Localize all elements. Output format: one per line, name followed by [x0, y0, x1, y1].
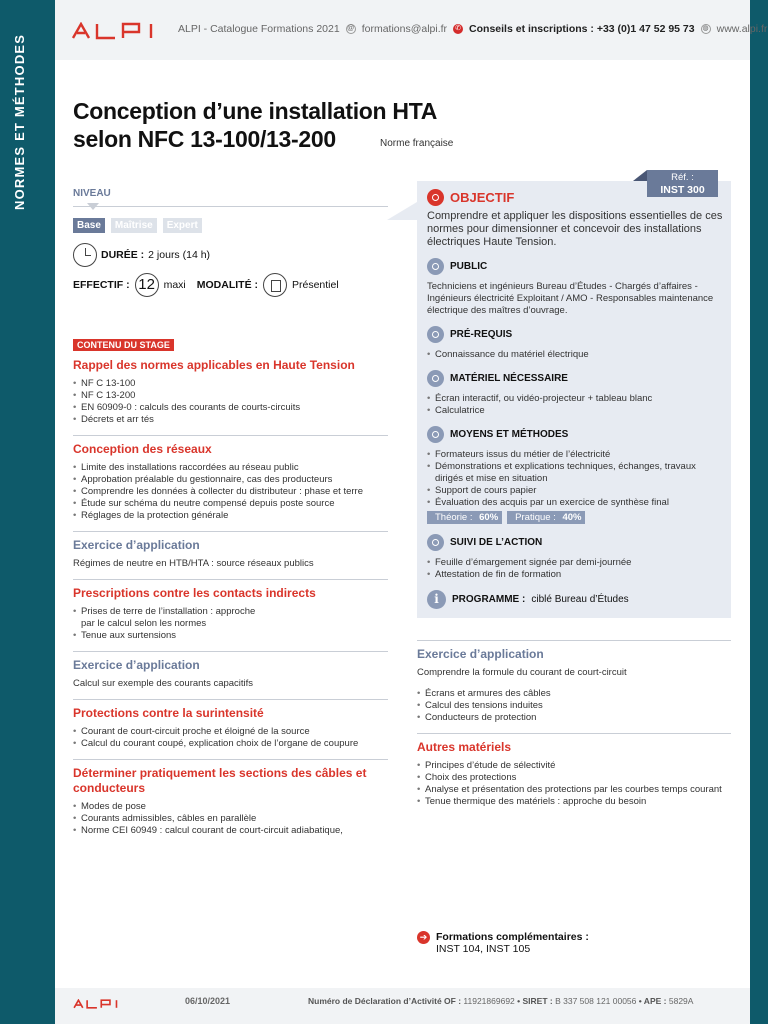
section-conception-reseaux: [73, 442, 388, 522]
public-heading: [427, 258, 723, 275]
divider: [417, 733, 731, 734]
ref-label: Réf. :: [671, 172, 694, 183]
footer-alpi-logo: [73, 999, 123, 1009]
ape-label: • APE :: [638, 996, 667, 1006]
niveau-divider: [73, 206, 388, 207]
info-panel-content: [427, 189, 723, 609]
email-link[interactable]: formations@alpi.fr: [361, 23, 448, 35]
complementaires-value[interactable]: INST 104, INST 105: [436, 943, 531, 955]
list-item: • Réglages de la protection générale: [73, 510, 388, 522]
list-item: • Prises de terre de l’installation : approche par le calcul selon les normes: [73, 606, 388, 630]
list-item: • Limite des installations raccordées au réseau public: [73, 462, 388, 474]
public-text: Techniciens et ingénieurs Bureau d’Études - Chargés d’affaires - Ingénieurs électricité Exploitant / AMO - Responsables maintenance électrique des maîtres d’ouvrage.: [427, 281, 714, 316]
programme-value: ciblé Bureau d’Études: [531, 594, 629, 605]
book-icon: [427, 426, 444, 443]
section-text: Régimes de neutre en HTB/HTA : source réseaux publics: [73, 558, 314, 569]
list-item: • Comprendre les données à collecter du distributeur : phase et terre: [73, 486, 388, 498]
list-item: • Tenue thermique des matériels : approche du besoin: [417, 796, 731, 808]
level-maitrise: Maîtrise: [111, 218, 157, 233]
list-item: • Modes de pose: [73, 801, 388, 813]
list-item: • Courant de court-circuit proche et éloigné de la source: [73, 726, 388, 738]
objectif-text: Comprendre et appliquer les dispositions essentielles de ces normes pour dimensionner et concevoir des installations électriques Haute Tension.: [427, 210, 723, 248]
info-icon: i: [427, 590, 446, 609]
prerequis-title: PRÉ-REQUIS: [450, 329, 513, 340]
list-item: • Choix des protections: [417, 772, 731, 784]
divider: [73, 531, 388, 532]
level-base: Base: [73, 218, 105, 233]
list-item: • Écrans et armures des câbles: [417, 688, 731, 700]
footer: [55, 988, 750, 1024]
header-contact: [178, 23, 767, 35]
section-title: Rappel des normes applicables en Haute Tension: [73, 358, 355, 372]
prerequis-heading: [427, 326, 723, 343]
materiel-title: MATÉRIEL NÉCESSAIRE: [450, 373, 568, 384]
list-item: • Décrets et arr tés: [73, 414, 388, 426]
arrow-right-icon: ➔: [417, 931, 430, 944]
section-exercice-3: [417, 647, 731, 724]
level-expert: Expert: [163, 218, 202, 233]
niveau-marker-icon: [87, 203, 99, 210]
section-exercice-1: [73, 538, 388, 570]
footer-legal: [308, 996, 693, 1006]
siret-label: • SIRET :: [517, 996, 553, 1006]
norm-label: Norme française: [380, 138, 454, 149]
materiel-list: [427, 393, 723, 417]
effectif-suffix: maxi: [163, 279, 186, 291]
alpi-logo: [71, 22, 163, 40]
divider: [73, 651, 388, 652]
list-item: • Approbation préalable du gestionnaire, cas des producteurs: [73, 474, 388, 486]
section-title: Déterminer pratiquement les sections des câbles et conducteurs: [73, 766, 367, 795]
list-item: • Formateurs issus du métier de l’électricité: [427, 449, 723, 461]
mail-icon: @: [347, 25, 355, 32]
effectif-number: 12: [135, 273, 159, 297]
list-item: • Norme CEI 60949 : calcul courant de court-circuit adiabatique,: [73, 825, 388, 837]
section-title: Protections contre la surintensité: [73, 706, 264, 720]
moyens-list: [427, 449, 723, 509]
prerequis-list: [427, 349, 723, 361]
divider: [73, 579, 388, 580]
section-sections-cables: [73, 766, 388, 837]
right-edge-bar: [750, 0, 768, 1024]
section-exercice-2: [73, 658, 388, 690]
list-item: • Feuille d’émargement signée par demi-journée: [427, 557, 723, 569]
ref-fold: [633, 170, 647, 181]
section-surintensite: [73, 706, 388, 750]
list-item: • Tenue aux surtensions: [73, 630, 388, 642]
list-item: • NF C 13-100: [73, 378, 388, 390]
divider: [73, 759, 388, 760]
list-item: • Étude sur schéma du neutre compensé depuis poste source: [73, 498, 388, 510]
building-icon: [263, 273, 287, 297]
programme-row: [427, 590, 723, 609]
complementaires-text: [436, 931, 589, 955]
title-line-1: Conception d’une installation HTA: [73, 98, 438, 124]
section-list: [417, 760, 731, 808]
pratique-badge: Pratique : 40%: [507, 511, 585, 524]
title-line-2: selon NFC 13-100/13-200: [73, 126, 336, 152]
screen-icon: [427, 370, 444, 387]
people-icon: [427, 258, 444, 275]
list-item: • Calcul du courant coupé, explication choix de l’organe de coupure: [73, 738, 388, 750]
globe-icon: ◍: [702, 25, 709, 32]
list-item: • Conducteurs de protection: [417, 712, 731, 724]
complementaires-row: [417, 931, 589, 955]
section-rappel: [73, 358, 388, 426]
section-list: [417, 688, 731, 724]
section-list: [73, 606, 388, 642]
list-item: • Analyse et présentation des protections par les courbes temps courant: [417, 784, 731, 796]
section-title: Exercice d’application: [73, 658, 200, 672]
suivi-heading: [427, 534, 723, 551]
list-item: • NF C 13-200: [73, 390, 388, 402]
contenu-tag: CONTENU DU STAGE: [73, 339, 174, 351]
objectif-heading: [427, 189, 723, 206]
section-title: Prescriptions contre les contacts indirects: [73, 586, 316, 600]
website-link[interactable]: www.alpi.fr: [716, 23, 768, 35]
objectif-title: OBJECTIF: [450, 190, 515, 205]
list-item: • Attestation de fin de formation: [427, 569, 723, 581]
theorie-badge: Théorie : 60%: [427, 511, 502, 524]
list-item: • Connaissance du matériel électrique: [427, 349, 723, 361]
programme-label: PROGRAMME :: [452, 594, 526, 605]
pen-icon: [427, 534, 444, 551]
materiel-heading: [427, 370, 723, 387]
list-item: • Démonstrations et explications techniques, échanges, travaux dirigés et mise en situation: [427, 461, 723, 485]
divider: [417, 640, 731, 641]
list-item: • Principes d’étude de sélectivité: [417, 760, 731, 772]
panel-notch: [387, 202, 417, 220]
section-list: [73, 801, 388, 837]
header: [55, 0, 768, 60]
left-sidebar: [0, 0, 55, 1024]
sidebar-label: NORMES ET MÉTHODES: [12, 33, 27, 210]
section-title: Exercice d’application: [417, 647, 544, 661]
phone-label[interactable]: Conseils et inscriptions : +33 (0)1 47 52 95 73: [469, 23, 695, 35]
ape-value: 5829A: [668, 996, 694, 1006]
suivi-list: [427, 557, 723, 581]
section-autres-materiels: [417, 740, 731, 808]
phone-icon: ✆: [453, 24, 463, 34]
list-item: • Évaluation des acquis par un exercice de synthèse final: [427, 497, 723, 509]
divider: [73, 435, 388, 436]
list-item: • Courants admissibles, câbles en parallèle: [73, 813, 388, 825]
left-content-column: [73, 358, 388, 837]
graduation-cap-icon: [427, 326, 444, 343]
decl-label: Numéro de Déclaration d’Activité OF :: [308, 996, 462, 1006]
section-list: [73, 378, 388, 426]
ratio-badges: [427, 511, 723, 524]
effectif-row: [73, 273, 339, 297]
complementaires-label: Formations complémentaires :: [436, 931, 589, 943]
level-badges: [73, 218, 202, 233]
divider: [73, 699, 388, 700]
clock-icon: [73, 243, 97, 267]
modalite-label: MODALITÉ :: [196, 279, 258, 291]
list-item: • EN 60909-0 : calculs des courants de courts-circuits: [73, 402, 388, 414]
right-content-column: [417, 640, 731, 808]
section-title: Autres matériels: [417, 740, 512, 754]
target-icon: [427, 189, 444, 206]
effectif-label: EFFECTIF :: [73, 279, 130, 291]
section-text: Comprendre la formule du courant de court-circuit: [417, 667, 627, 678]
section-title: Exercice d’application: [73, 538, 200, 552]
section-contacts-indirects: [73, 586, 388, 642]
modalite-value: Présentiel: [292, 279, 339, 291]
list-item: • Calculatrice: [427, 405, 723, 417]
section-title: Conception des réseaux: [73, 442, 212, 456]
siret-value: B 337 508 121 00056: [555, 996, 637, 1006]
section-list: [73, 726, 388, 750]
duree-value: 2 jours (14 h): [148, 249, 211, 261]
niveau-label: NIVEAU: [73, 188, 111, 199]
moyens-heading: [427, 426, 723, 443]
suivi-title: SUIVI DE L’ACTION: [450, 537, 543, 548]
list-item: • Écran interactif, ou vidéo-projecteur + tableau blanc: [427, 393, 723, 405]
duree-row: [73, 243, 210, 267]
public-title: PUBLIC: [450, 261, 488, 272]
section-text: Calcul sur exemple des courants capacitifs: [73, 678, 254, 689]
moyens-title: MOYENS ET MÉTHODES: [450, 429, 569, 440]
decl-value: 11921869692: [463, 996, 515, 1006]
section-list: [73, 462, 388, 522]
catalogue-title: ALPI - Catalogue Formations 2021: [178, 23, 340, 35]
list-item: • Calcul des tensions induites: [417, 700, 731, 712]
duree-label: DURÉE :: [101, 249, 145, 261]
list-item: • Support de cours papier: [427, 485, 723, 497]
footer-date: 06/10/2021: [185, 996, 231, 1006]
ref-value: INST 300: [660, 184, 705, 196]
